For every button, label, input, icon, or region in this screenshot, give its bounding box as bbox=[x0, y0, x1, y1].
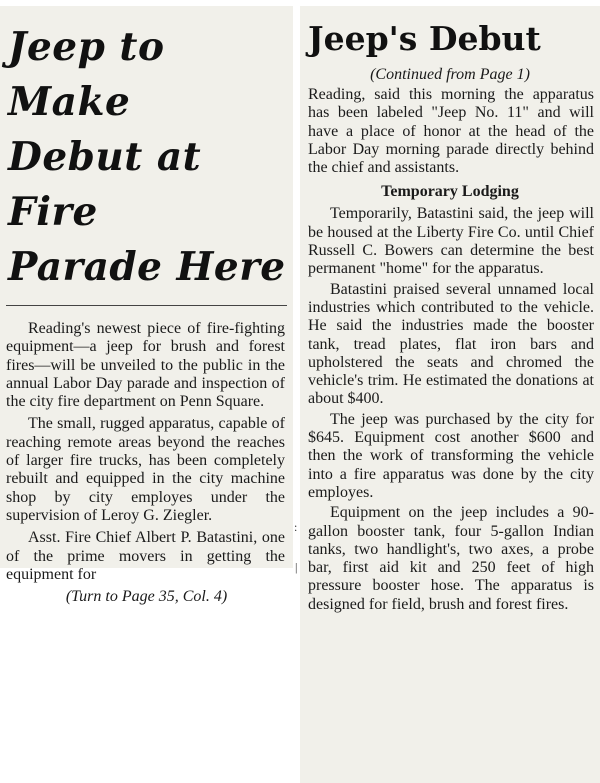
jump-line: (Turn to Page 35, Col. 4) bbox=[65, 588, 228, 606]
right-paragraph-1: Reading, said this morning the apparatus has been labeled "Jeep No. 11" and will have a place of honor at the head of the Labor Day morning parade directly behind the chief and assistants. bbox=[308, 86, 594, 177]
gutter-mark: : bbox=[294, 520, 298, 534]
left-paragraph-3: Asst. Fire Chief Albert P. Batastini, one of the prime movers in getting the equipment for bbox=[6, 529, 285, 583]
right-paragraph-5: Equipment on the jeep includes a 90-gallon booster tank, four 5-gallon Indian tanks, two handlight's, two axes, a probe bar, first aid kit and 250 feet of high pressure booster hose. The apparatus is designed for field, brush and forest fires. bbox=[308, 504, 594, 613]
headline-divider bbox=[6, 305, 287, 306]
left-headline bbox=[8, 20, 287, 295]
right-headline: Jeep's Debut bbox=[308, 19, 541, 58]
right-article bbox=[300, 6, 600, 783]
right-paragraph-3: Batastini praised several unnamed local industries which contributed to the vehicle. He said the industries made the booster tank, tread plates, flat iron bars and upholstered the seats and chromed the vehicle's trim. He estimated the donations at about $400. bbox=[308, 280, 594, 408]
right-paragraph-4: The jeep was purchased by the city for $645. Equipment cost another $600 and then the work of transforming the vehicle into a fire apparatus was done by the city employes. bbox=[308, 410, 594, 501]
subhead: Temporary Lodging bbox=[381, 183, 519, 201]
gutter-mark: | bbox=[295, 560, 298, 574]
right-paragraph-2: Temporarily, Batastini said, the jeep will be housed at the Liberty Fire Co. until Chief Russell C. Bowers can determine the best permanent "home" for the apparatus. bbox=[308, 205, 594, 278]
continued-line: (Continued from Page 1) bbox=[370, 66, 530, 83]
left-article bbox=[0, 6, 293, 606]
left-headline-line-2: Debut at Fire bbox=[8, 134, 202, 235]
left-paragraph-2: The small, rugged apparatus, capable of reaching remote areas beyond the reaches of larger fire trucks, has been completely rebuilt and equipped in the city machine shop by city employes under the supervision of Leroy G. Ziegler. bbox=[6, 415, 285, 524]
left-headline-line-1: Jeep to Make bbox=[8, 24, 165, 125]
left-headline-line-3: Parade Here bbox=[8, 244, 286, 290]
left-paragraph-1: Reading's newest piece of fire-fighting equipment—a jeep for brush and forest fires—will be unveiled to the public in the annual Labor Day parade and inspection of the city fire department on Penn Square. bbox=[6, 320, 285, 411]
